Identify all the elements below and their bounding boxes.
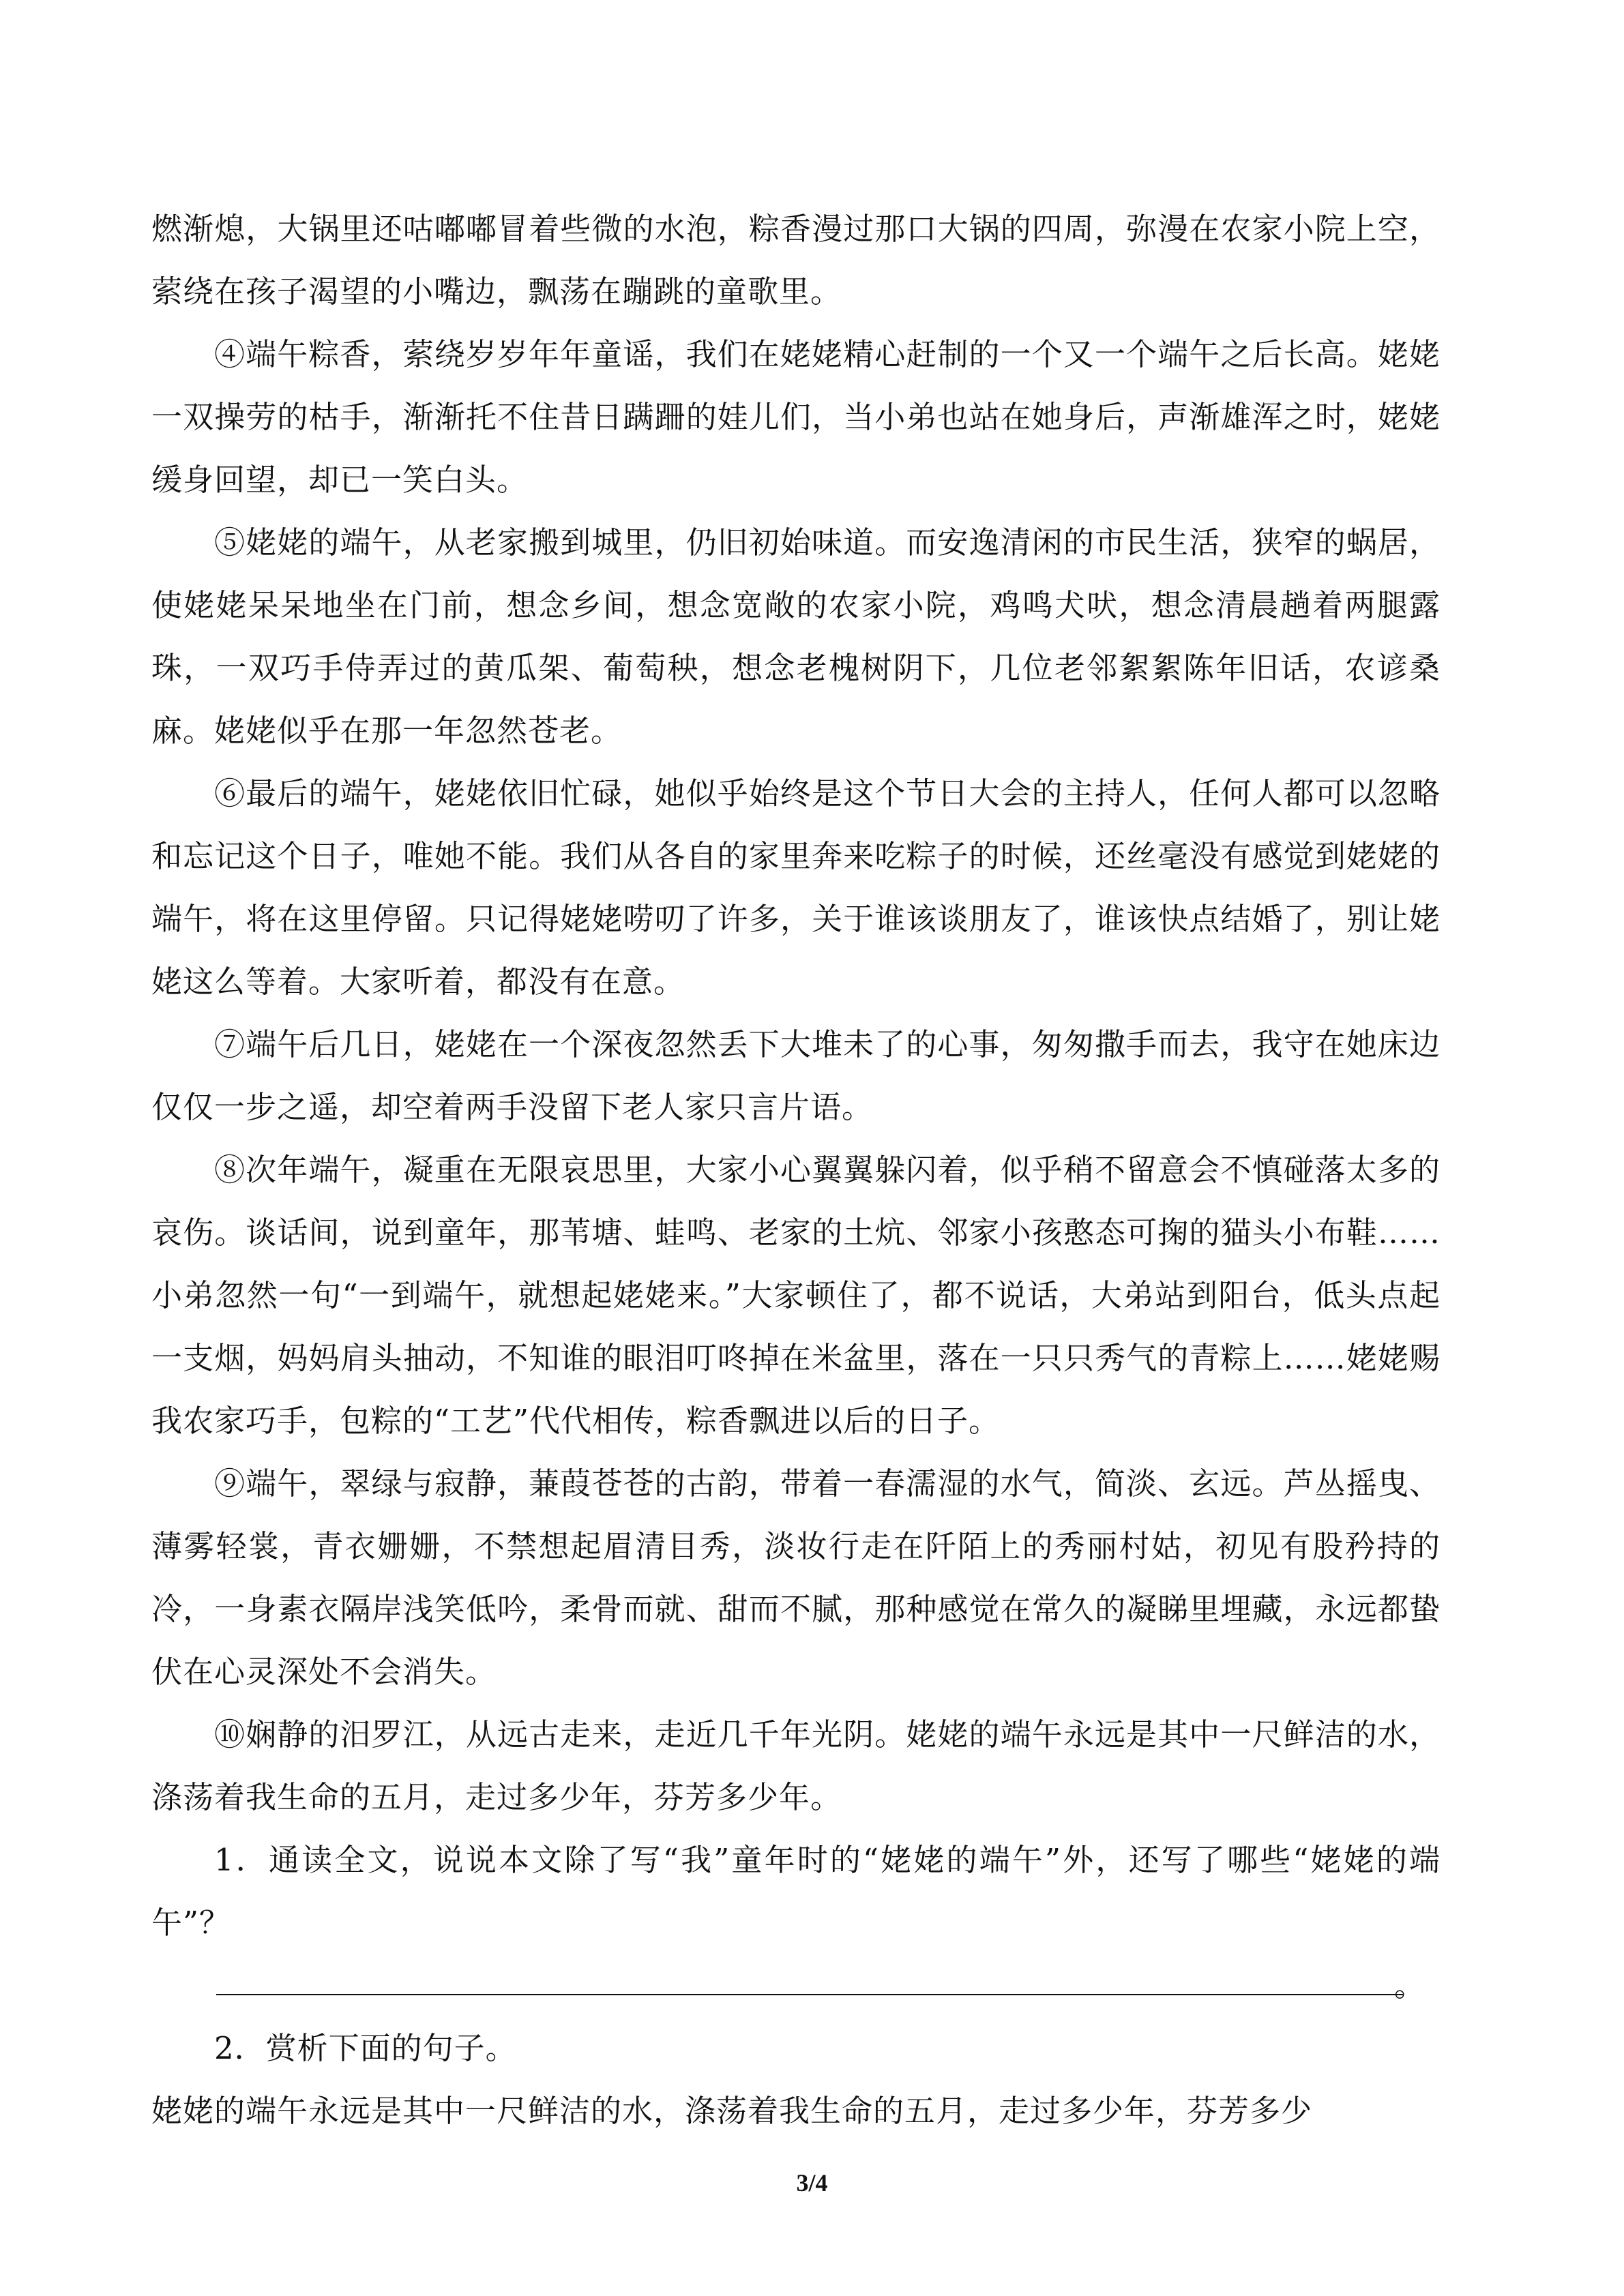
answer-end-mark: 。 <box>1393 1967 1426 2003</box>
question-2-sentence: 姥姥的端午永远是其中一尺鲜洁的水，涤荡着我生命的五月，走过多少年，芬芳多少 <box>151 2093 1313 2129</box>
paragraph-10: ⑩娴静的汨罗江，从远古走来，走近几千年光阴。姥姥的端午永远是其中一尺鲜洁的水，涤荡着我生命的五月，走过多少年，芬芳多少年。 <box>151 1716 1441 1815</box>
question-1: 1．通读全文，说说本文除了写“我”童年时的“姥姥的端午”外，还写了哪些“姥姥的端午”？ <box>151 1842 1441 1941</box>
paragraph-9: ⑨端午，翠绿与寂静，蒹葭苍苍的古韵，带着一春濡湿的水气，简淡、玄远。芦丛摇曳、薄雾轻裳，青衣姗姗，不禁想起眉清目秀，淡妆行走在阡陌上的秀丽村姑，初见有股矜持的冷，一身素衣隔岸浅笑低吟，柔骨而就、甜而不腻，那种感觉在常久的凝睇里埋藏，永远都蛰伏在心灵深处不会消失。 <box>151 1465 1441 1690</box>
paragraph-8: ⑧次年端午，凝重在无限哀思里，大家小心翼翼躲闪着，似乎稍不留意会不慎碰落太多的哀伤。谈话间，说到童年，那苇塘、蛙鸣、老家的土炕、邻家小孩憨态可掬的猫头小布鞋……小弟忽然一句“一到端午，就想起姥姥来。”大家顿住了，都不说话，大弟站到阳台，低头点起一支烟，妈妈肩头抽动，不知谁的眼泪叮咚掉在米盆里，落在一只只秀气的青粽上……姥姥赐我农家巧手，包粽的“工艺”代代相传，粽香飘进以后的日子。 <box>151 1152 1441 1439</box>
paragraph-4: ④端午粽香，萦绕岁岁年年童谣，我们在姥姥精心赶制的一个又一个端午之后长高。姥姥一双操劳的枯手，渐渐托不住昔日蹒跚的娃儿们，当小弟也站在她身后，声渐雄浑之时，姥姥缓身回望，却已一笑白头。 <box>151 336 1441 498</box>
article-body <box>151 198 1441 2143</box>
question-2: 2．赏析下面的句子。 <box>214 2030 517 2066</box>
answer-underline <box>216 1994 1403 1995</box>
answer-blank-1[interactable] <box>151 1954 1441 2017</box>
paragraph-continued: 燃渐熄，大锅里还咕嘟嘟冒着些微的水泡，粽香漫过那口大锅的四周，弥漫在农家小院上空，萦绕在孩子渴望的小嘴边，飘荡在蹦跳的童歌里。 <box>151 211 1441 310</box>
paragraph-5: ⑤姥姥的端午，从老家搬到城里，仍旧初始味道。而安逸清闲的市民生活，狭窄的蜗居，使姥姥呆呆地坐在门前，想念乡间，想念宽敞的农家小院，鸡鸣犬吠，想念清晨趟着两腿露珠，一双巧手侍弄过的黄瓜架、葡萄秧，想念老槐树阴下，几位老邻絮絮陈年旧话，农谚桑麻。姥姥似乎在那一年忽然苍老。 <box>151 524 1441 749</box>
paragraph-7: ⑦端午后几日，姥姥在一个深夜忽然丢下大堆未了的心事，匆匆撒手而去，我守在她床边仅仅一步之遥，却空着两手没留下老人家只言片语。 <box>151 1026 1441 1125</box>
paragraph-6: ⑥最后的端午，姥姥依旧忙碌，她似乎始终是这个节日大会的主持人，任何人都可以忽略和忘记这个日子，唯她不能。我们从各自的家里奔来吃粽子的时候，还丝毫没有感觉到姥姥的端午，将在这里停留。只记得姥姥唠叨了许多，关于谁该谈朋友了，谁该快点结婚了，别让姥姥这么等着。大家听着，都没有在意。 <box>151 775 1441 1000</box>
page-number: 3/4 <box>796 2169 828 2196</box>
